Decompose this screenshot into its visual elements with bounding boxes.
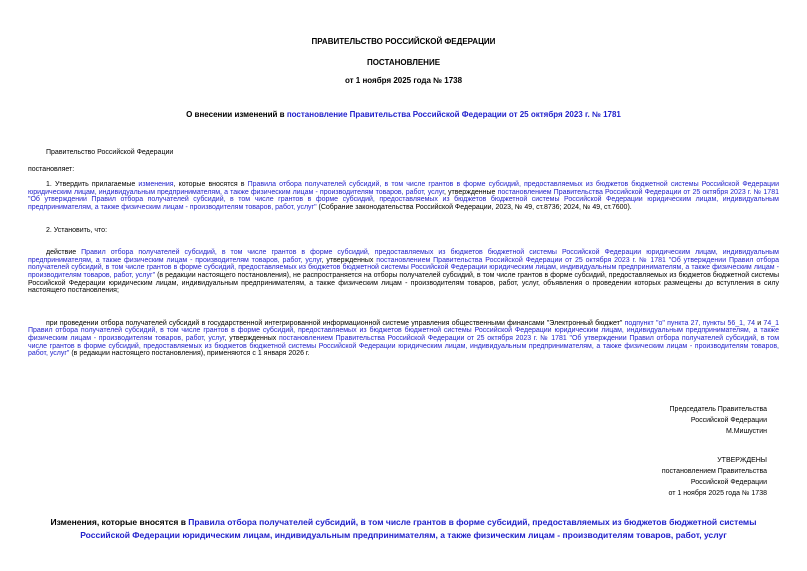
document-issuer: ПРАВИТЕЛЬСТВО РОССИЙСКОЙ ФЕДЕРАЦИИ [311, 37, 496, 46]
document-link[interactable]: постановлением Правительства Российской Федерации от 25 октября 2023 г. № 1781 "Об утверждении Правил отбора получателей субсидий, в том числе грантов в форме субсидий, предоставляемых из бюджетов бюджетной системы Российской Федерации юридическим лицам, индивидуальным предпринимателям, а также физическим лицам - производителям товаров, работ, услуг" [28, 256, 780, 279]
text-segment: О внесении изменений в [186, 110, 287, 119]
paragraph-2 [28, 227, 779, 235]
text-segment: , утвержденных [321, 256, 377, 264]
text-segment: , утвержденные [443, 188, 498, 196]
approval-title: УТВЕРЖДЕНЫ [717, 456, 767, 464]
approval-by: постановлением Правительства [661, 467, 767, 475]
paragraph-1 [28, 181, 779, 211]
document-link[interactable]: подпункт "о" пункта 27, пункты 56_1, 74 [624, 319, 755, 327]
document-link[interactable]: постановлением Правительства Российской Федерации от 25 октября 2023 г. № 1781 "Об утверждении Правил отбора получателей субсидий, в том числе грантов в форме субсидий, предоставляемых из бюджетов бюджетной системы Российской Федерации юридическим лицам, индивидуальным предпринимателям, а также физическим лицам - производителям товаров, работ, услуг" [28, 188, 779, 211]
signature-position: Председатель Правительства [669, 405, 767, 413]
annex-title [28, 516, 779, 542]
document-title [28, 110, 779, 120]
resolve-line: постановляет: [28, 165, 75, 173]
paragraph-4 [28, 320, 779, 358]
document-link[interactable]: Правила отбора получателей субсидий, в том числе грантов в форме субсидий, предоставляемых из бюджетов бюджетной системы Российской Федерации юридическим лицам, индивидуальным предпринимателям, а также физическим лицам - производителям товаров, работ, услуг [80, 516, 757, 540]
document-link[interactable]: Правил отбора получателей субсидий, в том числе грантов в форме субсидий, предоставляемых из бюджетов бюджетной системы Российской Федерации юридическим лицам, индивидуальным предпринимателям, а также физическим лицам - производителям товаров, работ, услуг [28, 249, 779, 264]
document-link[interactable]: Правила отбора получателей субсидий, в том числе грантов в форме субсидий, предоставляемых из бюджетов бюджетной системы Российской Федерации юридическим лицам, индивидуальным предпринимателям, а также физическим лицам - производителям товаров, работ, услуг [28, 181, 779, 196]
paragraph-3 [28, 249, 779, 295]
approval-org: Российской Федерации [690, 478, 767, 486]
text-segment: (в редакции настоящего постановления), применяются с 1 января 2026 г. [69, 350, 310, 358]
signature-name: М.Мишустин [725, 427, 767, 435]
document-date-number: от 1 ноября 2025 года № 1738 [344, 76, 463, 85]
text-segment: действие [46, 249, 82, 257]
document-type: ПОСТАНОВЛЕНИЕ [366, 58, 441, 67]
signature-org: Российской Федерации [690, 416, 767, 424]
text-segment: при проведении отбора получателей субсидий в государственной интегрированной информационной системе управления общественными финансами "Электронный бюджет" [46, 319, 625, 327]
text-segment: , которые вносятся в [173, 181, 248, 189]
text-segment: Изменения, которые вносятся в [50, 516, 189, 527]
document-link[interactable]: постановлением Правительства Российской Федерации от 25 октября 2023 г. № 1781 "Об утверждении Правил отбора получателей субсидий, в том числе грантов в форме субсидий, предоставляемых из бюджетов бюджетной системы Российской Федерации юридическим лицам, индивидуальным предпринимателям, а также физическим лицам - производителям товаров, работ, услуг" [28, 334, 780, 358]
text-segment: 2. Установить, что: [46, 226, 108, 234]
signature-block [28, 404, 779, 437]
text-segment: и [755, 319, 764, 327]
text-segment: , утвержденных [224, 334, 279, 342]
approval-date-number: от 1 ноября 2025 года № 1738 [668, 489, 767, 497]
document-link[interactable]: изменения [138, 181, 174, 189]
intro-paragraph: Правительство Российской Федерации [46, 149, 174, 156]
document-link[interactable]: постановление Правительства Российской Федерации от 25 октября 2023 г. № 1781 [286, 110, 621, 119]
text-segment: 1. Утвердить прилагаемые [46, 181, 139, 189]
text-segment: (Собрание законодательства Российской Федерации, 2023, № 49, ст.8736; 2024, № 49, ст.7600). [316, 203, 632, 211]
text-segment: (в редакции настоящего постановления), не распространяется на отборы получателей субсидий, в том числе грантов в форме субсидий, предоставляемых из бюджетов бюджетной системы Российской Федерации юридическим лицам, индивидуальным предпринимателям, а также физическим лицам - производителям товаров, работ, услуг, объявления о проведении которых размещены до вступления в силу настоящего постановления; [28, 271, 780, 295]
document-link[interactable]: 74_1 Правил отбора получателей субсидий, в том числе грантов в форме субсидий, предоставляемых из бюджетов бюджетной системы Российской Федерации юридическим лицам, индивидуальным предпринимателям, а также физическим лицам - производителям товаров, работ, услуг [28, 319, 779, 342]
approval-block [28, 455, 779, 499]
